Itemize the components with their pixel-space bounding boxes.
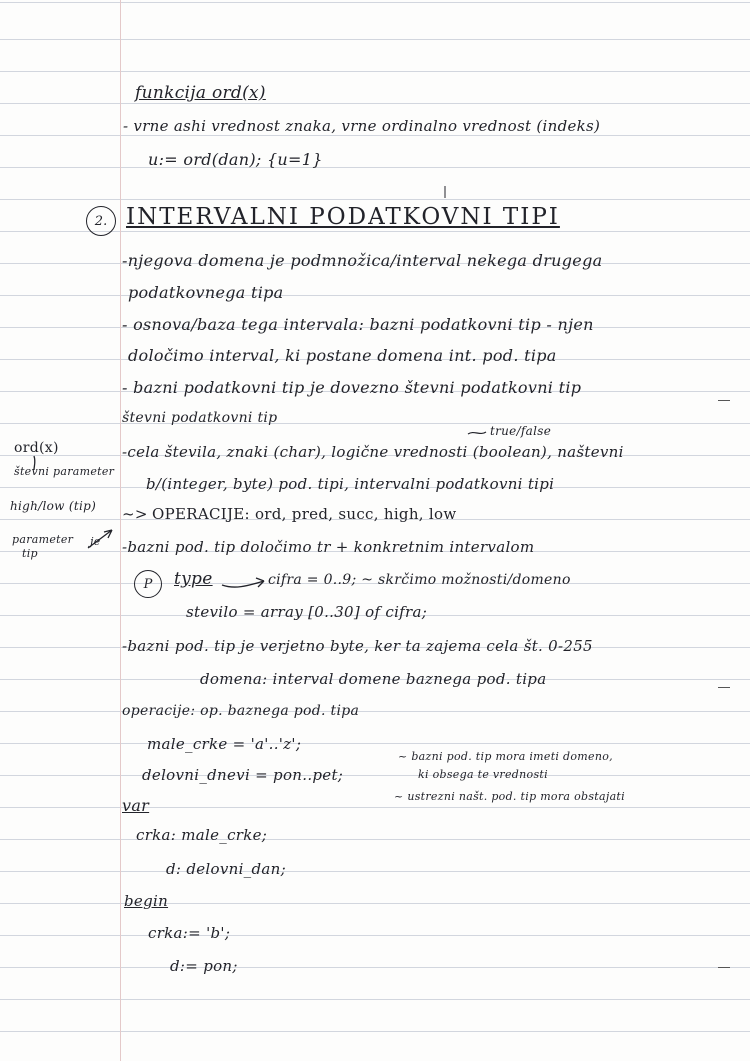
example-line: crka: male_crke; bbox=[136, 826, 268, 844]
body-line: -bazni pod. tip določimo tr + konkretnim intervalom bbox=[122, 538, 535, 556]
margin-note-tip: tip bbox=[22, 547, 38, 560]
margin-note-je: je bbox=[90, 535, 101, 548]
body-line: določimo interval, ki postane domena int. pod. tipa bbox=[128, 346, 557, 365]
example-line: cifra = 0..9; ~ skrčimo možnosti/domeno bbox=[268, 572, 571, 588]
example-line: delovni_dnevi = pon..pet; bbox=[142, 766, 344, 784]
begin-keyword: begin bbox=[124, 892, 169, 910]
var-keyword: var bbox=[122, 796, 150, 815]
true-false-note: true/false bbox=[490, 424, 552, 438]
side-note: ~ ustrezni našt. pod. tip mora obstajati bbox=[394, 790, 625, 803]
margin-note-parameter: števni parameter bbox=[14, 465, 115, 478]
body-line: - osnova/baza tega intervala: bazni podatkovni tip - njen bbox=[122, 315, 594, 334]
side-note: ki obsega te vrednosti bbox=[418, 768, 548, 781]
section-number: 2. bbox=[94, 213, 108, 229]
example-line: operacije: op. baznega pod. tipa bbox=[122, 703, 360, 719]
body-line: - bazni podatkovni tip je dovezno števni podatkovni tip bbox=[122, 378, 582, 397]
body-line: števni podatkovni tip bbox=[122, 410, 278, 426]
arrow-parameter-icon bbox=[34, 456, 35, 470]
example-line: male_crke = 'a'..'z'; bbox=[147, 735, 302, 753]
code-line: u:= ord(dan); {u=1} bbox=[148, 150, 323, 169]
example-line: crka:= 'b'; bbox=[148, 924, 231, 942]
example-line: domena: interval domene baznega pod. tipa bbox=[200, 670, 547, 688]
side-note: ~ bazni pod. tip mora imeti domeno, bbox=[398, 750, 613, 763]
arrow-tip-icon bbox=[88, 530, 112, 548]
body-line: -njegova domena je podmnožica/interval nekega drugega bbox=[122, 251, 603, 270]
example-line: d: delovni_dan; bbox=[166, 860, 286, 878]
operacije-arrow: ~> bbox=[122, 505, 148, 523]
example-line: d:= pon; bbox=[170, 957, 238, 975]
arrow-true-false-icon bbox=[468, 432, 486, 434]
example-line: -bazni pod. tip je verjetno byte, ker ta zajema cela št. 0-255 bbox=[122, 637, 593, 655]
type-keyword: type bbox=[174, 569, 213, 589]
body-line: podatkovnega tipa bbox=[128, 283, 284, 302]
body-line: b/(integer, byte) pod. tipi, intervalni podatkovni tipi bbox=[146, 475, 555, 493]
example-line: stevilo = array [0..30] of cifra; bbox=[186, 603, 428, 621]
body-line: -cela števila, znaki (char), logične vrednosti (boolean), naštevni bbox=[122, 443, 624, 461]
margin-note-ord: ord(x) bbox=[14, 440, 59, 456]
margin-note-high-low: high/low (tip) bbox=[10, 499, 97, 513]
note-line: - vrne ashi vrednost znaka, vrne ordinalno vrednost (indeks) bbox=[123, 117, 601, 135]
section-title: INTERVALNI PODATKOVNI TIPI bbox=[126, 204, 560, 230]
margin-note-parameter-tip: parameter bbox=[12, 533, 74, 546]
operations-line: OPERACIJE: ord, pred, succ, high, low bbox=[152, 505, 457, 523]
arrow-type-icon bbox=[222, 578, 264, 587]
function-heading: funkcija ord(x) bbox=[135, 83, 266, 103]
example-marker-label: P bbox=[143, 576, 153, 592]
